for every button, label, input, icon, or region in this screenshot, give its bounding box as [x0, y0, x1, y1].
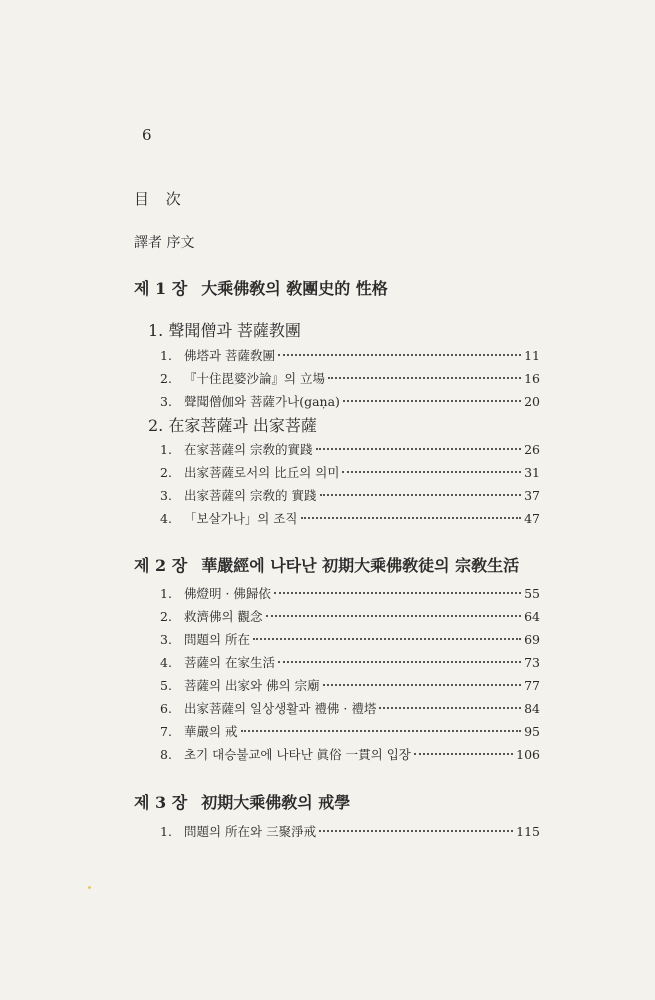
entry-page: 37: [524, 488, 540, 503]
entry-page: 26: [524, 442, 540, 457]
entry-title: 佛塔과 菩薩敎團: [184, 348, 276, 363]
entry-page: 77: [524, 678, 540, 693]
entry-page: 31: [524, 465, 540, 480]
entry-page: 55: [524, 586, 540, 601]
dot-leader: [323, 684, 521, 686]
entry-title: 「보살가나」의 조직: [184, 511, 298, 526]
toc-entry: [160, 607, 540, 627]
section-1-2-heading: 2. 在家菩薩과 出家菩薩: [148, 416, 317, 435]
entry-title: 出家菩薩의 일상생활과 禮佛 · 禮塔: [184, 701, 377, 716]
entry-number: 2.: [160, 465, 172, 480]
entry-number: 3.: [160, 632, 172, 647]
toc-entry: [160, 722, 540, 742]
entry-title: 問題의 所在와 三聚淨戒: [184, 824, 317, 839]
toc-entry: [160, 486, 540, 506]
dot-leader: [278, 354, 521, 356]
dot-leader: [241, 730, 522, 732]
dot-leader: [328, 377, 521, 379]
toc-entry: [160, 369, 540, 389]
entry-page: 64: [524, 609, 540, 624]
toc-entry: [160, 440, 540, 460]
entry-page: 95: [524, 724, 540, 739]
entry-page: 73: [524, 655, 540, 670]
toc-entry: [160, 584, 540, 604]
dot-leader: [343, 400, 521, 402]
page-number: 6: [142, 126, 152, 144]
toc-entry: [160, 630, 540, 650]
entry-number: 3.: [160, 488, 172, 503]
chapter-3-heading: [134, 790, 350, 813]
entry-number: 4.: [160, 511, 172, 526]
chapter-number: 제 2 장: [134, 556, 188, 575]
entry-number: 5.: [160, 678, 172, 693]
entry-page: 47: [524, 511, 540, 526]
entry-page: 115: [516, 824, 540, 839]
dot-leader: [320, 494, 522, 496]
entry-number: 7.: [160, 724, 172, 739]
entry-page: 16: [524, 371, 540, 386]
dot-leader: [278, 661, 521, 663]
toc-entry: [160, 653, 540, 673]
toc-entry: [160, 699, 540, 719]
entry-page: 106: [516, 747, 540, 762]
chapter-number: 제 3 장: [134, 793, 188, 812]
entry-number: 8.: [160, 747, 172, 762]
entry-title: 聲聞僧伽와 菩薩가나(gaṇa): [184, 394, 340, 409]
entry-title: 問題의 所在: [184, 632, 251, 647]
entry-title: 菩薩의 在家生活: [184, 655, 276, 670]
dot-leader: [266, 615, 522, 617]
entry-title: 華嚴의 戒: [184, 724, 238, 739]
entry-title: 出家菩薩의 宗敎的 實踐: [184, 488, 317, 503]
entry-page: 11: [524, 348, 540, 363]
entry-page: 69: [524, 632, 540, 647]
entry-number: 2.: [160, 609, 172, 624]
dot-leader: [414, 753, 513, 755]
entry-number: 1.: [160, 824, 172, 839]
entry-number: 4.: [160, 655, 172, 670]
paper-fleck: [88, 886, 91, 889]
entry-number: 1.: [160, 442, 172, 457]
toc-heading: 目 次: [134, 190, 187, 208]
toc-entry: [160, 745, 540, 765]
entry-title: 초기 대승불교에 나타난 眞俗 一貫의 입장: [184, 747, 411, 762]
entry-number: 1.: [160, 348, 172, 363]
entry-number: 3.: [160, 394, 172, 409]
chapter-1-heading: [134, 276, 388, 299]
entry-title: 救濟佛의 觀念: [184, 609, 263, 624]
entry-page: 84: [524, 701, 540, 716]
toc-entry: [160, 676, 540, 696]
toc-entry: [160, 392, 540, 412]
chapter-2-heading: [134, 553, 519, 576]
toc-entry: [160, 346, 540, 366]
chapter-number: 제 1 장: [134, 279, 188, 298]
dot-leader: [253, 638, 521, 640]
entry-number: 1.: [160, 586, 172, 601]
entry-title: 出家菩薩로서의 比丘의 의미: [184, 465, 340, 480]
toc-entry: [160, 463, 540, 483]
translator-preface: 譯者 序文: [134, 235, 195, 251]
dot-leader: [301, 517, 522, 519]
chapter-title: 華嚴經에 나타난 初期大乘佛敎徒의 宗敎生活: [201, 556, 520, 575]
entry-title: 佛燈明 · 佛歸依: [184, 586, 271, 601]
entry-title: 在家菩薩의 宗敎的實踐: [184, 442, 313, 457]
dot-leader: [342, 471, 521, 473]
dot-leader: [379, 707, 521, 709]
entry-number: 2.: [160, 371, 172, 386]
entry-number: 6.: [160, 701, 172, 716]
dot-leader: [274, 592, 521, 594]
dot-leader: [319, 830, 513, 832]
chapter-title: 大乘佛敎의 敎團史的 性格: [201, 279, 388, 298]
chapter-title: 初期大乘佛敎의 戒學: [201, 793, 351, 812]
entry-title: 『十住毘婆沙論』의 立場: [184, 371, 326, 386]
entry-page: 20: [524, 394, 540, 409]
toc-entry: [160, 822, 540, 842]
dot-leader: [316, 448, 522, 450]
entry-title: 菩薩의 出家와 佛의 宗廟: [184, 678, 320, 693]
section-1-1-heading: 1. 聲聞僧과 菩薩教團: [148, 321, 301, 340]
toc-entry: [160, 509, 540, 529]
